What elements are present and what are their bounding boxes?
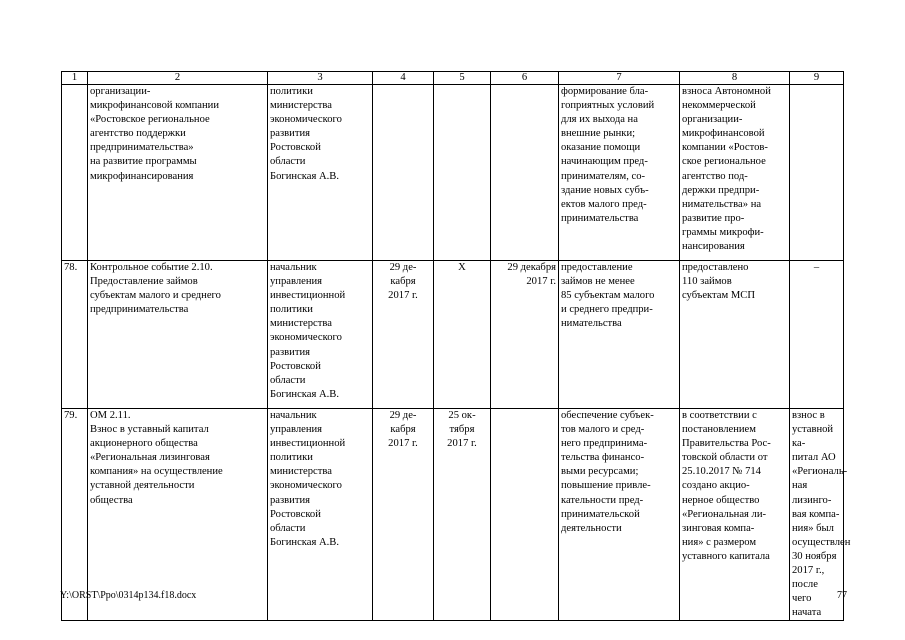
column-number-2: 2 xyxy=(88,72,268,85)
column-number-9: 9 xyxy=(790,72,844,85)
document-table xyxy=(61,71,851,621)
event-name-cell: ОМ 2.11. Взнос в уставный капитал акционерного общества «Региональная лизинговая компания» на осуществление уставной деятельности общества xyxy=(88,409,268,621)
table-header-row xyxy=(62,72,844,85)
column-number-5: 5 xyxy=(434,72,491,85)
event-name-cell: Контрольное событие 2.10. Предоставление займов субъектам малого и среднего предпринимательства xyxy=(88,261,268,409)
actual-result-cell: предоставлено 110 займов субъектам МСП xyxy=(680,261,790,409)
event-name-cell: организации- микрофинансовой компании «Ростовское региональное агентство поддержки предпринимательства» на развитие программы микрофинансирования xyxy=(88,85,268,261)
actual-result-cell: взноса Автономной некоммерческой организации- микрофинансовой компании «Ростов- ское региональное агентство под- держки предпри- нимательства» на развитие про- граммы микрофи- нансирования xyxy=(680,85,790,261)
planned-result-cell: обеспечение субъек- тов малого и сред- него предпринима- тельства финансо- выми ресурсами; повышение привле- кательности пред- принимательской деятельности xyxy=(559,409,680,621)
row-number-cell: 78. xyxy=(62,261,88,409)
planned-date-cell: 29 де- кабря 2017 г. xyxy=(373,261,434,409)
note-cell: взнос в уставной ка- питал АО «Региональ- ная лизинго- вая компа- ния» был осуществлен 30 ноября 2017 г., после чего начата xyxy=(790,409,844,621)
row-number-cell xyxy=(62,85,88,261)
column-number-6: 6 xyxy=(491,72,559,85)
column-number-4: 4 xyxy=(373,72,434,85)
table-row xyxy=(62,85,844,261)
actual-start-cell: Х xyxy=(434,261,491,409)
planned-date-cell: 29 де- кабря 2017 г. xyxy=(373,409,434,621)
table-row xyxy=(62,261,844,409)
actual-start-cell xyxy=(434,85,491,261)
footer-file-path: Y:\ORST\Ppo\0314p134.f18.docx xyxy=(60,590,197,601)
planned-date-cell xyxy=(373,85,434,261)
note-cell: – xyxy=(790,261,844,409)
responsible-cell: начальник управления инвестиционной политики министерства экономического развития Ростовской области Богинская А.В. xyxy=(268,409,373,621)
planned-result-cell: формирование бла- гоприятных условий для их выхода на внешние рынки; оказание помощи начинающим пред- принимателям, со- здание новых субъ- ектов малого пред- принимательства xyxy=(559,85,680,261)
planned-result-cell: предоставление займов не менее 85 субъектам малого и среднего предпри- нимательства xyxy=(559,261,680,409)
column-number-7: 7 xyxy=(559,72,680,85)
actual-start-cell: 25 ок- тября 2017 г. xyxy=(434,409,491,621)
actual-result-cell: в соответствии с постановлением Правительства Рос- товской области от 25.10.2017 № 714 создано акцио- нерное общество «Региональная ли- зинговая компа- ния» с размером уставного капитала xyxy=(680,409,790,621)
actual-end-cell xyxy=(491,85,559,261)
actual-end-cell: 29 декабря 2017 г. xyxy=(491,261,559,409)
column-number-1: 1 xyxy=(62,72,88,85)
responsible-cell: начальник управления инвестиционной политики министерства экономического развития Ростовской области Богинская А.В. xyxy=(268,261,373,409)
note-cell xyxy=(790,85,844,261)
row-number-cell: 79. xyxy=(62,409,88,621)
responsible-cell: политики министерства экономического развития Ростовской области Богинская А.В. xyxy=(268,85,373,261)
column-number-3: 3 xyxy=(268,72,373,85)
column-number-8: 8 xyxy=(680,72,790,85)
actual-end-cell xyxy=(491,409,559,621)
page-number: 77 xyxy=(837,590,847,601)
